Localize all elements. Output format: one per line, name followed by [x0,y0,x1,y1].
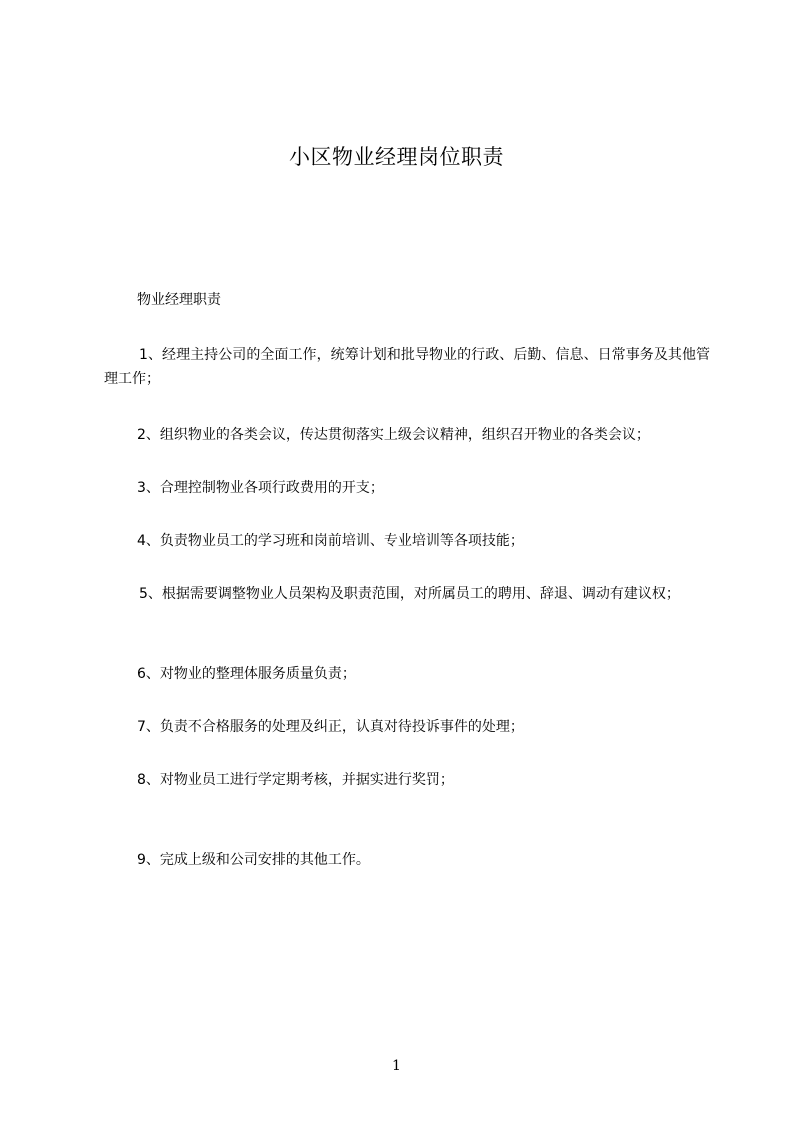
duty-item-1: 1、经理主持公司的全面工作，统筹计划和批导物业的行政、后勤、信息、日常事务及其他管理工作； [104,347,710,387]
duty-item-2: 2、组织物业的各类会议，传达贯彻落实上级会议精神，组织召开物业的各类会议； [137,427,650,443]
duty-item-4: 4、负责物业员工的学习班和岗前培训、专业培训等各项技能； [137,533,524,549]
section-heading: 物业经理职责 [137,292,221,308]
duty-item-6: 6、对物业的整理体服务质量负责； [137,666,356,682]
duty-item-9: 9、完成上级和公司安排的其他工作。 [137,852,370,868]
duty-item-7: 7、负责不合格服务的处理及纠正，认真对待投诉事件的处理； [137,719,524,735]
page-number: 1 [392,1058,401,1074]
page-title: 小区物业经理岗位职责 [289,145,504,169]
duty-item-8: 8、对物业员工进行学定期考核，并据实进行奖罚； [137,772,454,788]
duty-item-5: 5、根据需要调整物业人员架构及职责范围，对所属员工的聘用、辞退、调动有建议权； [139,586,680,602]
duty-item-3: 3、合理控制物业各项行政费用的开支； [137,480,384,496]
